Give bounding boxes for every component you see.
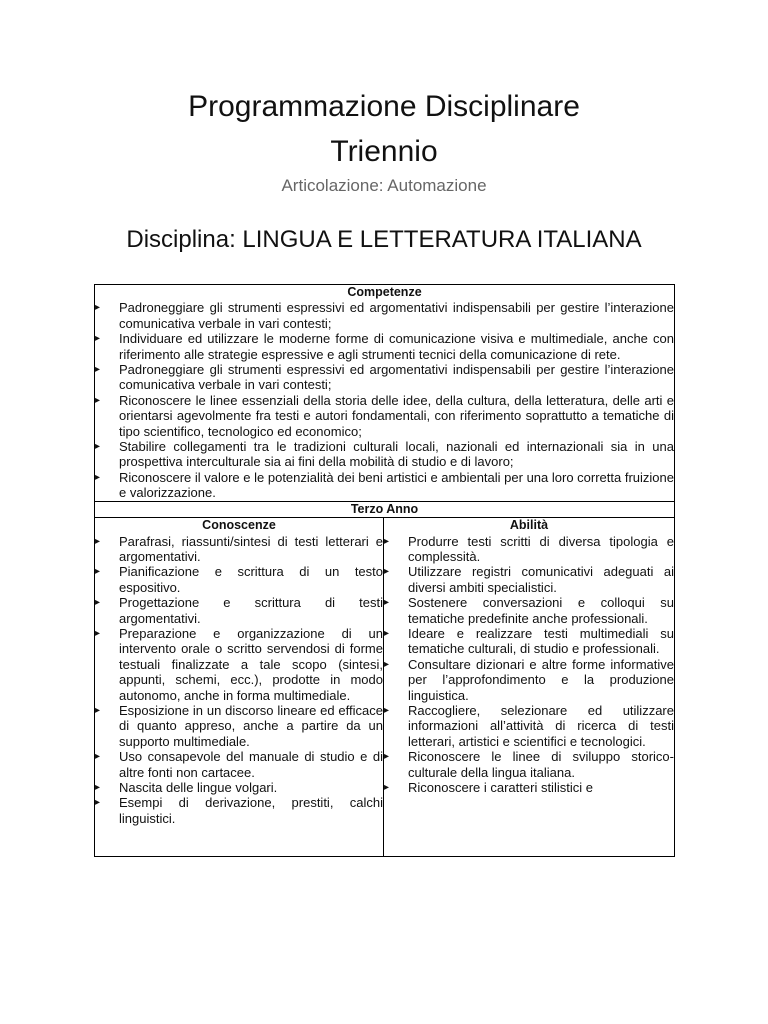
list-item: ▸ Raccogliere, selezionare ed utilizzare informazioni all’attività di ricerca di testi letterari, artistici e scientifici e tecnologici. [384,703,674,749]
list-item: ▸ Preparazione e organizzazione di un intervento orale o scritto servendosi di forme testuali finalizzate a tale scopo (sintesi, appunti, schemi, ecc.), prodotte in modo autonomo, anche in forma multimediale. [95,626,383,703]
conoscenze-cell [95,518,384,857]
abilita-cell [384,518,675,857]
list-item: ▸ Stabilire collegamenti tra le tradizioni culturali locali, nazionali ed internazionali sia in una prospettiva interculturale sia ai fini della mobilità di studio e di lavoro; [95,439,674,470]
list-item: ▸ Riconoscere il valore e le potenzialità dei beni artistici e ambientali per una loro corretta fruizione e valorizzazione. [95,470,674,501]
list-item: ▸ Individuare ed utilizzare le moderne forme di comunicazione visiva e multimediale, anche con riferimento alle strategie espressive e agli strumenti tecnici della comunicazione di rete. [95,331,674,362]
list-item: ▸ Sostenere conversazioni e colloqui su tematiche predefinite anche professionali. [384,595,674,626]
content-row [95,518,675,857]
list-item: ▸ Consultare dizionari e altre forme informative per l’approfondimento e la produzione linguistica. [384,657,674,703]
list-item: ▸ Parafrasi, riassunti/sintesi di testi letterari e argomentativi. [95,534,383,565]
list-item: ▸ Esempi di derivazione, prestiti, calchi linguistici. [95,795,383,826]
subtitle: Articolazione: Automazione [281,176,487,195]
competenze-heading: Competenze [347,285,422,299]
competenze-cell [95,285,675,502]
year-row [95,501,675,517]
list-item: ▸ Padroneggiare gli strumenti espressivi ed argomentativi indispensabili per gestire l’interazione comunicativa verbale in vari contesti; [95,300,674,331]
page-title [0,84,768,174]
list-item: ▸ Produrre testi scritti di diversa tipologia e complessità. [384,534,674,565]
list-item: ▸ Riconoscere le linee di sviluppo storico-culturale della lingua italiana. [384,749,674,780]
competenze-row [95,285,675,502]
abilita-heading: Abilità [509,518,549,533]
conoscenze-list [95,534,383,827]
abilita-list [384,534,674,796]
list-item: ▸ Progettazione e scrittura di testi argomentativi. [95,595,383,626]
title-line-1: Programmazione Disciplinare [188,90,580,123]
year-label: Terzo Anno [95,501,675,517]
list-item: ▸ Pianificazione e scrittura di un testo espositivo. [95,564,383,595]
list-item: ▸ Esposizione in un discorso lineare ed efficace di quanto appreso, anche a partire da un supporto multimediale. [95,703,383,749]
discipline-heading: Disciplina: LINGUA E LETTERATURA ITALIANA [126,226,642,253]
list-item: ▸ Uso consapevole del manuale di studio e di altre fonti non cartacee. [95,749,383,780]
competenze-list [95,300,674,500]
list-item: ▸ Riconoscere i caratteri stilistici e [384,780,674,795]
list-item: ▸ Padroneggiare gli strumenti espressivi ed argomentativi indispensabili per gestire l’interazione comunicativa verbale in vari contesti; [95,362,674,393]
conoscenze-heading: Conoscenze [202,518,276,533]
list-item: ▸ Nascita delle lingue volgari. [95,780,383,795]
list-item: ▸ Ideare e realizzare testi multimediali su tematiche culturali, di studio e professionali. [384,626,674,657]
list-item: ▸ Utilizzare registri comunicativi adeguati ai diversi ambiti specialistici. [384,564,674,595]
list-item: ▸ Riconoscere le linee essenziali della storia delle idee, della cultura, della letteratura, delle arti e orientarsi agevolmente fra testi e autori fondamentali, con riferimento soprattutto a tematiche di tipo scientifico, tecnologico ed economico; [95,393,674,439]
title-line-2: Triennio [330,135,438,168]
programme-table [94,284,675,857]
